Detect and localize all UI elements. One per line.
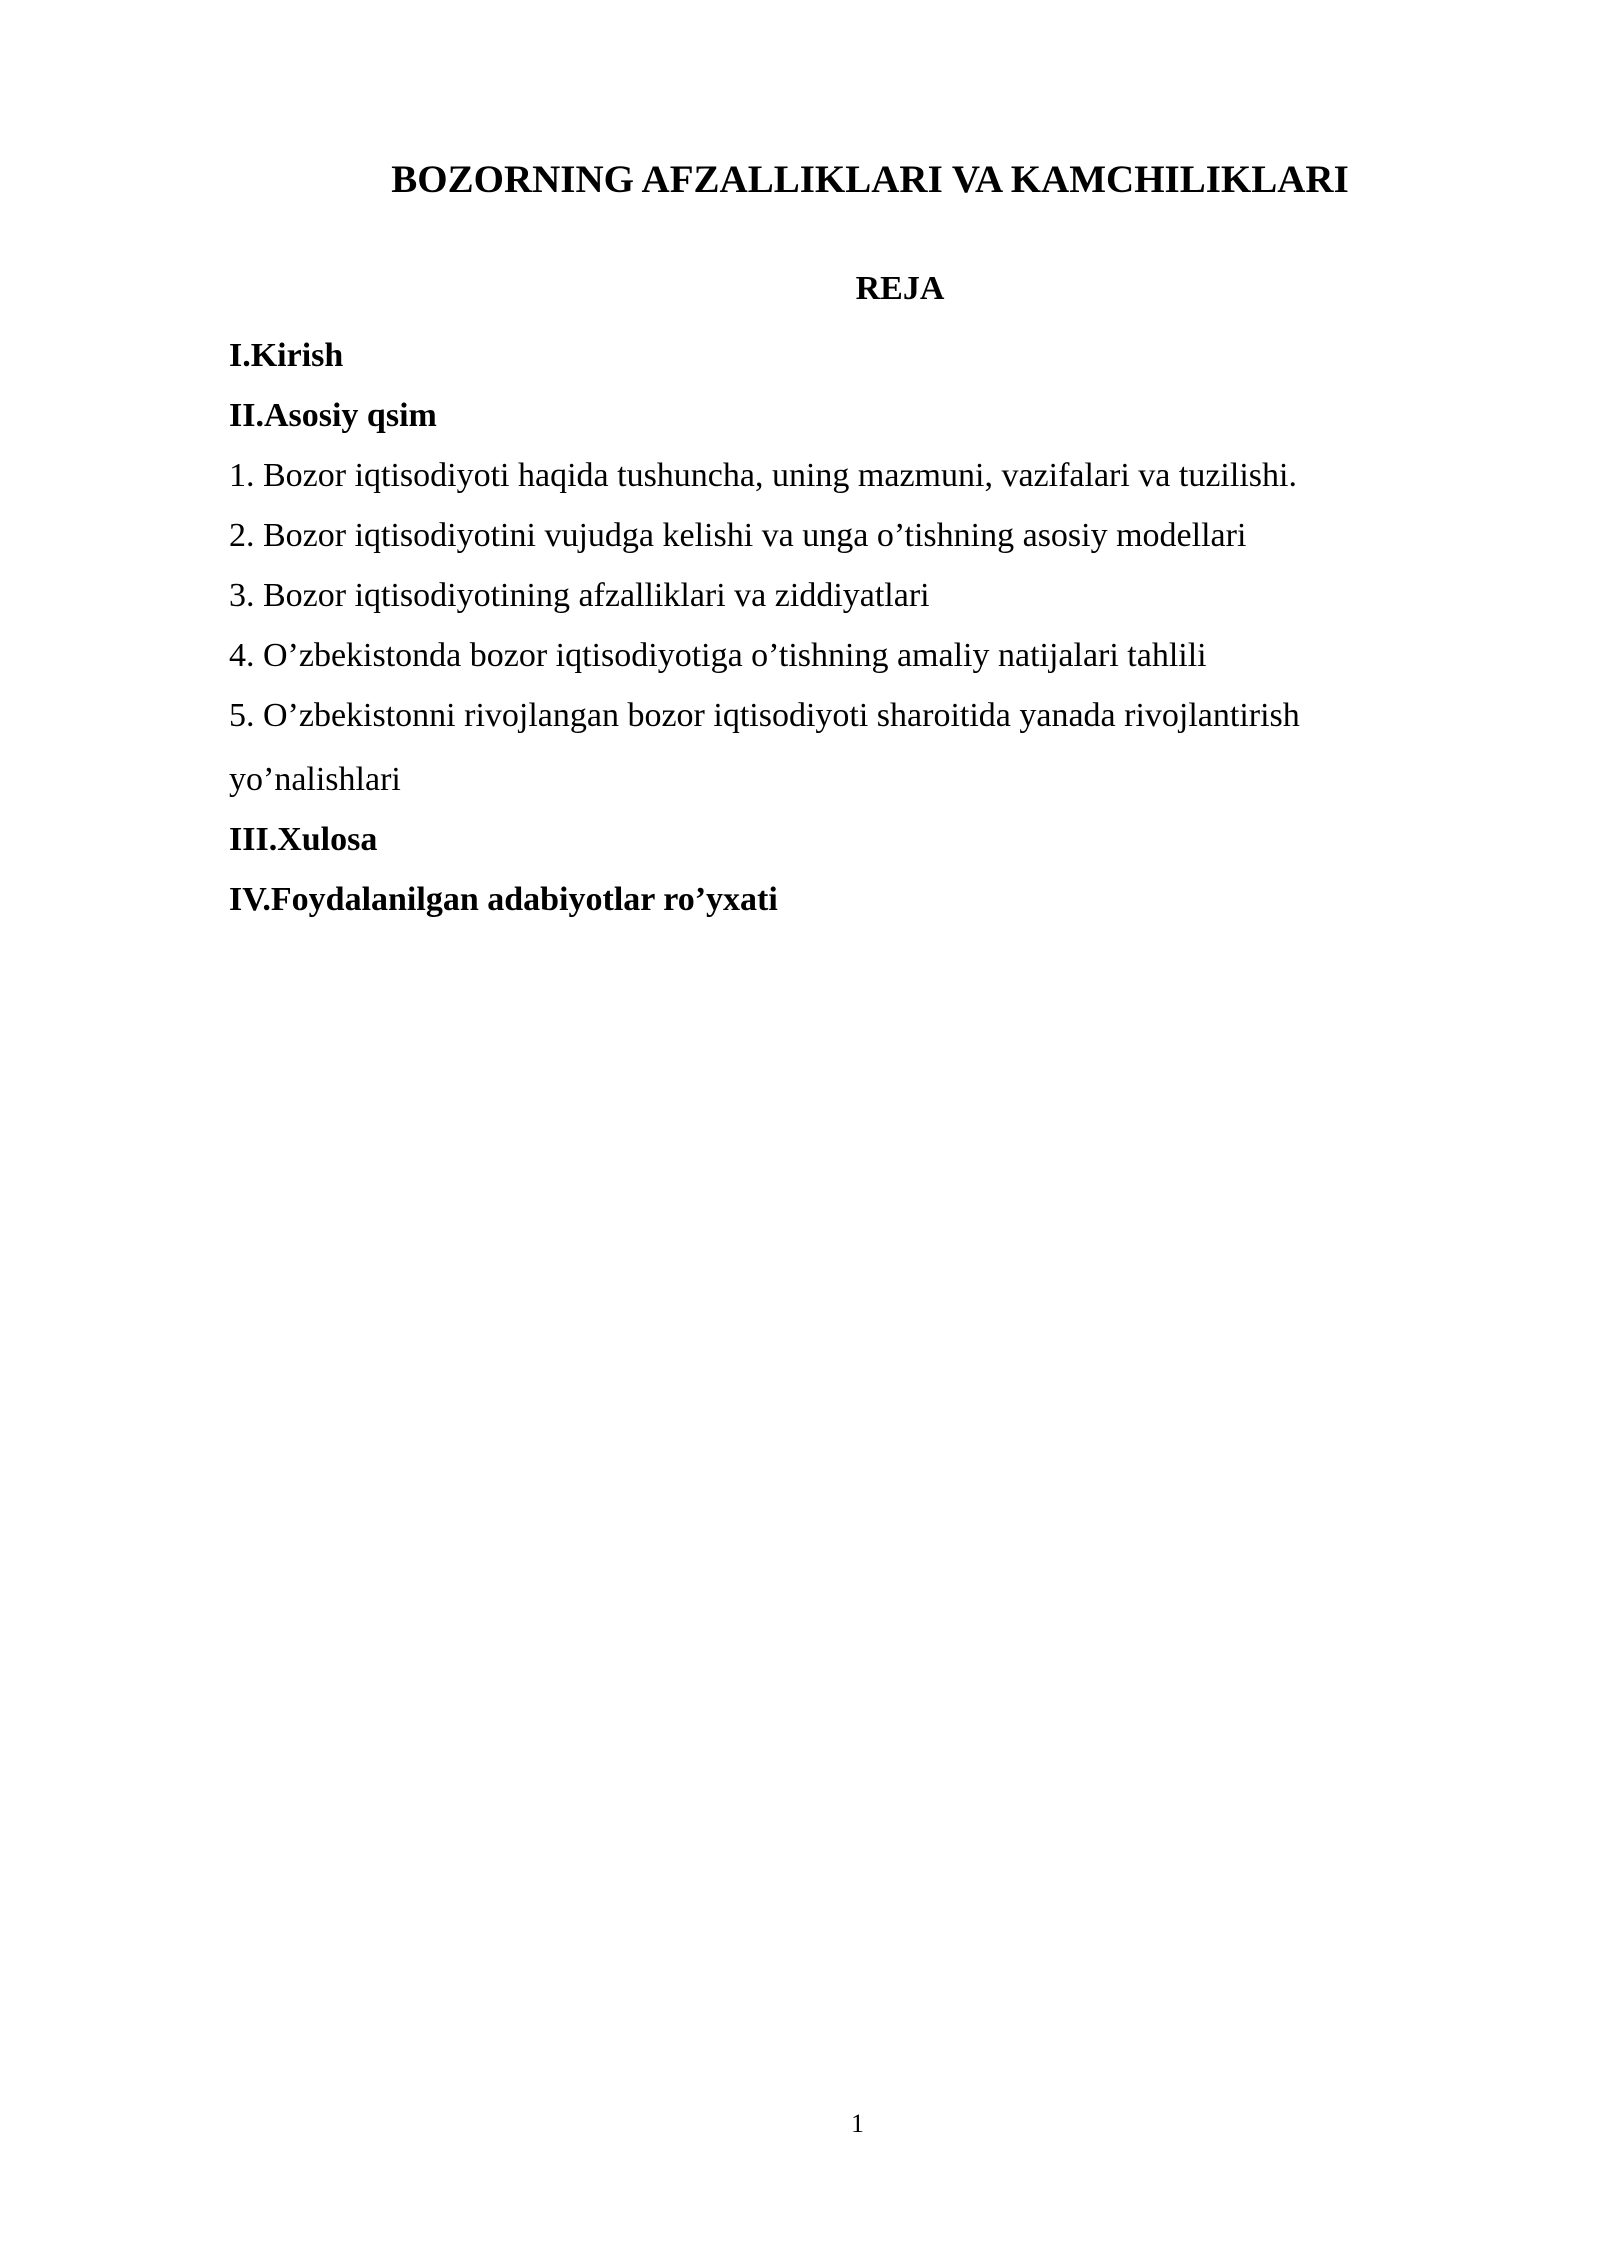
outline-item-3: 3. Bozor iqtisodiyotining afzalliklari va ziddiyatlari: [229, 577, 930, 614]
outline-section-references: IV.Foydalanilgan adabiyotlar ro’yxati: [229, 881, 778, 918]
outline-section-introduction: I.Kirish: [229, 337, 344, 374]
page-number: 1: [851, 2109, 864, 2138]
outline-section-conclusion: III.Xulosa: [229, 821, 378, 858]
outline-item-4: 4. O’zbekistonda bozor iqtisodiyotiga o’tishning amaliy natijalari tahlili: [229, 637, 1207, 674]
outline-item-5: 5. O’zbekistonni rivojlangan bozor iqtisodiyoti sharoitida yanada rivojlantirish: [229, 697, 1300, 734]
outline-item-2: 2. Bozor iqtisodiyotini vujudga kelishi va unga o’tishning asosiy modellari: [229, 517, 1247, 554]
plan-outline: [229, 326, 1429, 930]
outline-section-main-part: II.Asosiy qsim: [229, 397, 437, 434]
document-title: BOZORNING AFZALLIKLARI VA KAMCHILIKLARI: [391, 158, 1349, 201]
plan-heading: REJA: [855, 270, 945, 307]
outline-item-1: 1. Bozor iqtisodiyoti haqida tushuncha, uning mazmuni, vazifalari va tuzilishi.: [229, 457, 1297, 494]
outline-item-5-continuation: yo’nalishlari: [229, 761, 401, 798]
